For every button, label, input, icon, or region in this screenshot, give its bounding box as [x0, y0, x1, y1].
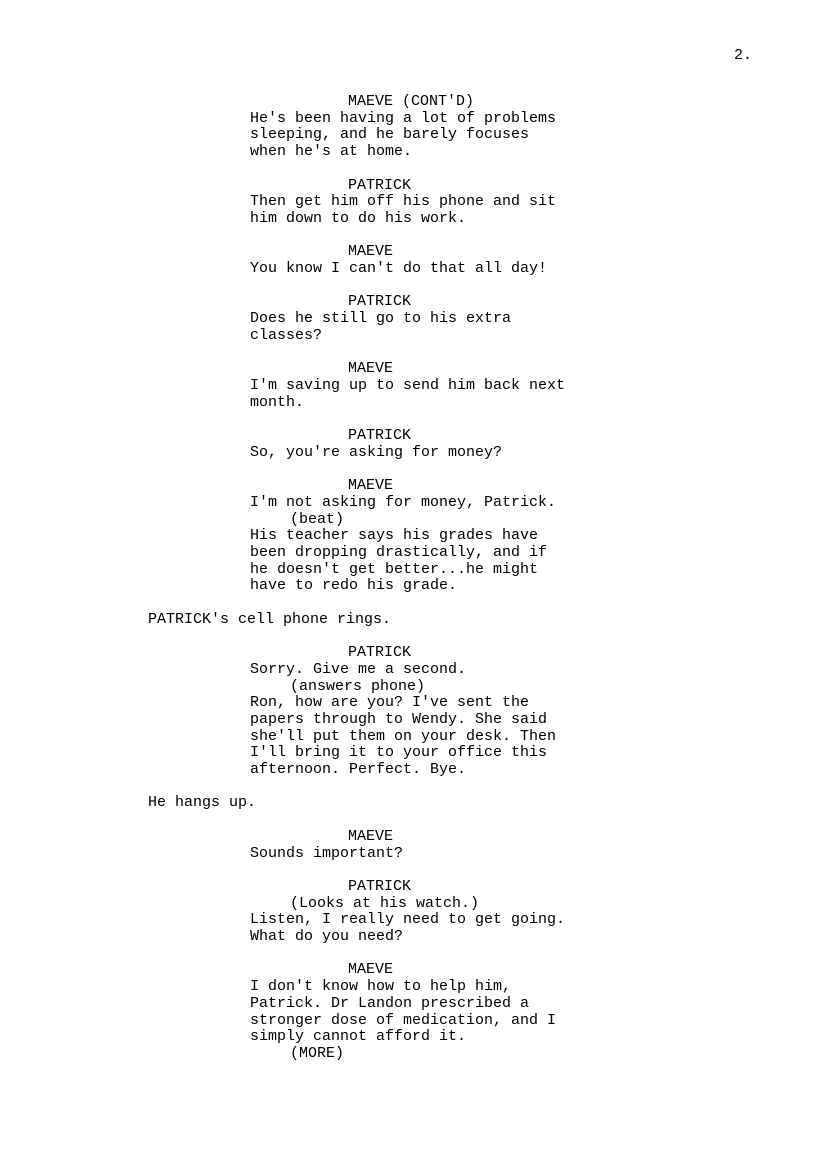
dialogue-line: have to redo his grade.: [250, 577, 458, 595]
dialogue-line: classes?: [250, 326, 323, 344]
dialogue-line: him down to do his work.: [250, 209, 467, 227]
dialogue-line: What do you need?: [250, 928, 404, 945]
dialogue-line: I'm not asking for money, Patrick.: [250, 493, 557, 511]
character-cue: PATRICK: [348, 427, 412, 444]
character-cue: MAEVE: [348, 243, 394, 261]
dialogue-line: Sorry. Give me a second.: [250, 660, 467, 678]
parenthetical: (answers phone): [290, 677, 426, 695]
dialogue-line: been dropping drastically, and if: [250, 543, 548, 561]
dialogue-line: Sounds important?: [250, 844, 404, 862]
dialogue-line: she'll put them on your desk. Then: [250, 727, 557, 745]
dialogue-line: Does he still go to his extra: [250, 310, 512, 328]
dialogue-line: So, you're asking for money?: [250, 443, 503, 461]
dialogue-line: papers through to Wendy. She said: [250, 710, 548, 728]
character-cue: MAEVE: [348, 961, 394, 979]
dialogue-line: he doesn't get better...he might: [250, 560, 539, 578]
dialogue-line: He's been having a lot of problems: [250, 109, 557, 127]
dialogue-line: stronger dose of medication, and I: [250, 1011, 557, 1029]
character-cue: PATRICK: [348, 877, 412, 895]
character-cue: MAEVE: [348, 827, 394, 845]
parenthetical: (Looks at his watch.): [290, 894, 480, 912]
dialogue-line: I'll bring it to your office this: [250, 744, 548, 762]
action-line: He hangs up.: [148, 794, 257, 812]
parenthetical: (beat): [290, 510, 345, 528]
character-cue: PATRICK: [348, 293, 412, 311]
character-cue: PATRICK: [348, 644, 412, 662]
dialogue-line: Listen, I really need to get going.: [250, 911, 566, 929]
page-number: 2.: [734, 47, 753, 64]
dialogue-line: when he's at home.: [250, 143, 413, 161]
dialogue-line: month.: [250, 393, 305, 411]
dialogue-line: Patrick. Dr Landon prescribed a: [250, 994, 530, 1012]
character-cue: MAEVE (CONT'D): [348, 93, 475, 110]
dialogue-line: I don't know how to help him,: [250, 978, 512, 996]
dialogue-line: His teacher says his grades have: [250, 527, 539, 545]
action-line: PATRICK's cell phone rings.: [148, 610, 392, 628]
dialogue-line: afternoon. Perfect. Bye.: [250, 761, 467, 778]
character-cue: MAEVE: [348, 360, 394, 378]
dialogue-line: Then get him off his phone and sit: [250, 193, 557, 211]
character-cue: MAEVE: [348, 477, 394, 495]
character-cue: PATRICK: [348, 176, 412, 194]
dialogue-line: sleeping, and he barely focuses: [250, 126, 530, 144]
dialogue-line: I'm saving up to send him back next: [250, 376, 566, 394]
dialogue-line: simply cannot afford it.: [250, 1028, 467, 1046]
dialogue-line: Ron, how are you? I've sent the: [250, 694, 530, 712]
parenthetical: (MORE): [290, 1044, 345, 1062]
dialogue-line: You know I can't do that all day!: [250, 260, 548, 277]
